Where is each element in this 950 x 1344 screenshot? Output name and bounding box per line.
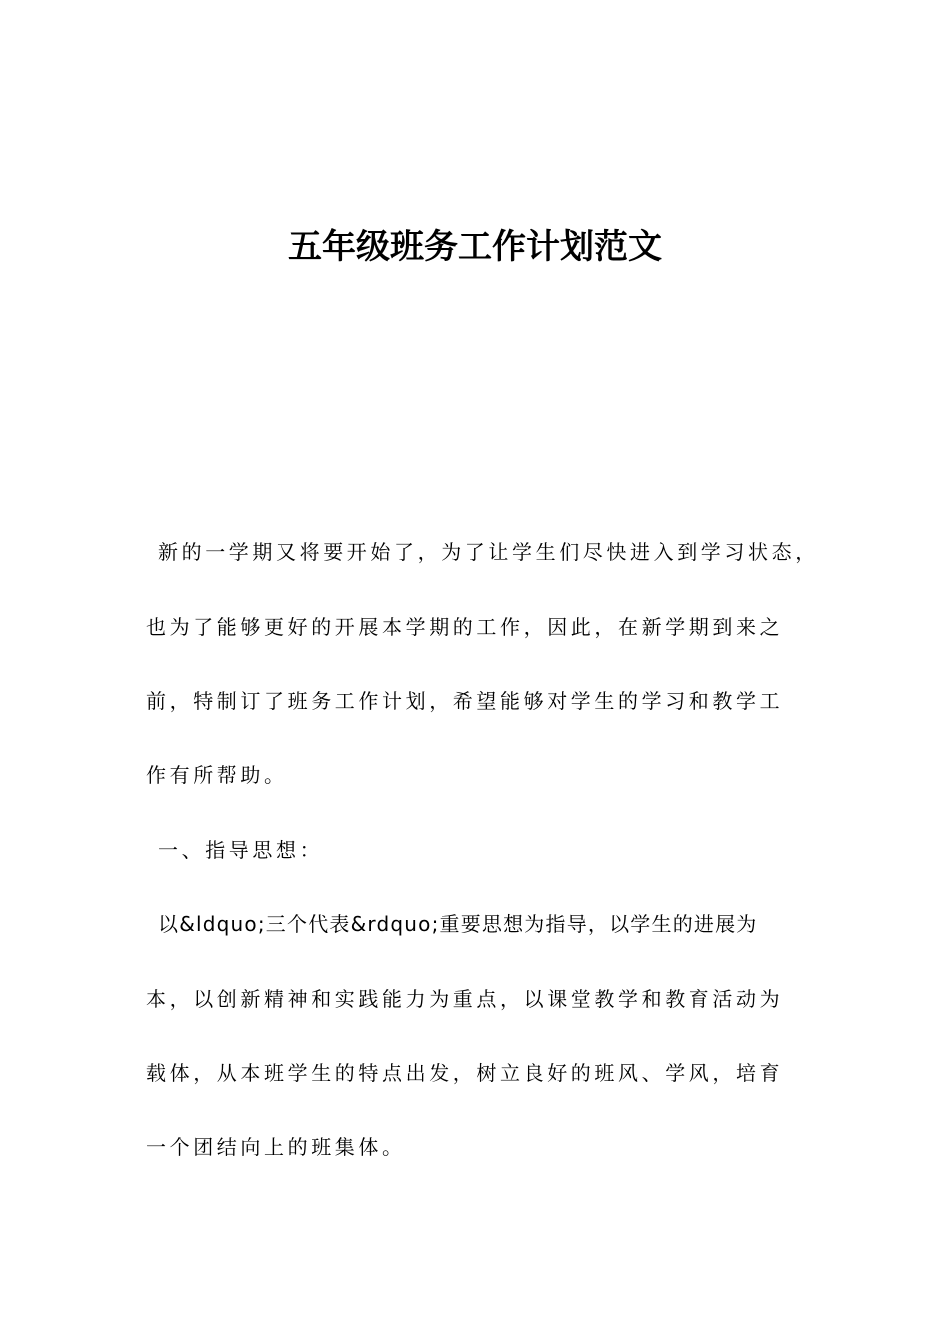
document-title: 五年级班务工作计划范文 [288,227,662,267]
paragraph-line: 前，特制订了班务工作计划，希望能够对学生的学习和教学工 [146,689,784,713]
paragraph-line: 一个团结向上的班集体。 [146,1135,406,1159]
paragraph-line: 以&ldquo;三个代表&rdquo;重要思想为指导，以学生的进展为 [158,912,758,936]
paragraph-line: 本，以创新精神和实践能力为重点，以课堂教学和教育活动为 [146,987,784,1011]
section-heading: 一、指导思想： [158,838,324,862]
paragraph-line: 载体，从本班学生的特点出发，树立良好的班风、学风，培育 [146,1061,784,1085]
paragraph-line: 作有所帮助。 [146,763,288,787]
paragraph-line: 也为了能够更好的开展本学期的工作，因此，在新学期到来之 [146,615,784,639]
paragraph-line: 新的一学期又将要开始了，为了让学生们尽快进入到学习状态， [158,540,819,564]
